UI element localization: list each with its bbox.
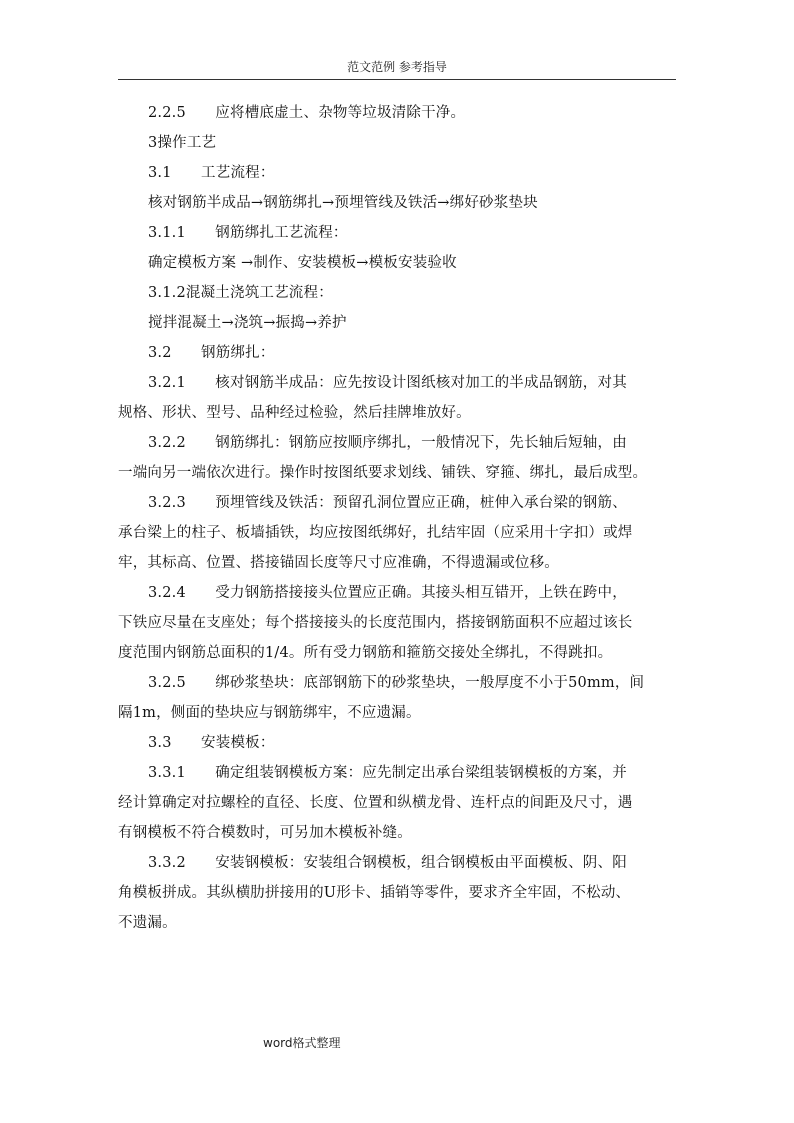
- paragraph-line: 度范围内钢筋总面积的1/4。所有受力钢筋和箍筋交接处全绑扎，不得跳扣。: [118, 645, 613, 661]
- paragraph-first-line: 3.2.2 钢筋绑扎：钢筋应按顺序绑扎，一般情况下，先长轴后短轴，由: [148, 435, 627, 451]
- subsection-heading: 3.1.1 钢筋绑扎工艺流程：: [148, 225, 348, 241]
- text-line: 搅拌混凝土→浇筑→振捣→养护: [148, 315, 347, 331]
- paragraph-line: 经计算确定对拉螺栓的直径、长度、位置和纵横龙骨、连杆点的间距及尺寸，遇: [118, 795, 633, 811]
- text-line: 确定模板方案 →制作、安装模板→模板安装验收: [148, 255, 457, 271]
- paragraph-line: 规格、形状、型号、品种经过检验，然后挂牌堆放好。: [118, 405, 471, 421]
- document-body: [118, 98, 678, 938]
- subsection-heading: 3.3 安装模板：: [148, 735, 275, 751]
- paragraph-first-line: 3.3.1 确定组装钢模板方案：应先制定出承台梁组装钢模板的方案，并: [148, 765, 627, 781]
- paragraph-first-line: 3.2.5 绑砂浆垫块：底部钢筋下的砂浆垫块，一般厚度不小于50mm，间: [148, 675, 645, 691]
- text-line: 核对钢筋半成品→钢筋绑扎→预埋管线及铁活→绑好砂浆垫块: [148, 195, 538, 211]
- paragraph-line: 角模板拼成。其纵横肋拼接用的U形卡、插销等零件，要求齐全牢固，不松动、: [118, 885, 631, 901]
- header-rule: [118, 79, 676, 80]
- paragraph-first-line: 3.3.2 安装钢模板：安装组合钢模板，组合钢模板由平面模板、阴、阳: [148, 855, 627, 871]
- subsection-heading: 3.1 工艺流程：: [148, 165, 275, 181]
- subsection-heading: 3.2 钢筋绑扎：: [148, 345, 275, 361]
- subsection-heading: 3.1.2混凝土浇筑工艺流程：: [148, 285, 333, 301]
- page-header: 范文范例 参考指导: [347, 60, 447, 74]
- section-heading: 3操作工艺: [148, 135, 217, 151]
- paragraph-line: 下铁应尽量在支座处；每个搭接接头的长度范围内，搭接钢筋面积不应超过该长: [118, 615, 633, 631]
- paragraph-first-line: 3.2.3 预埋管线及铁活：预留孔洞位置应正确，桩伸入承台梁的钢筋、: [148, 495, 627, 511]
- paragraph-line: 隔1m，侧面的垫块应与钢筋绑牢，不应遗漏。: [118, 705, 421, 721]
- paragraph-line: 一端向另一端依次进行。操作时按图纸要求划线、铺铁、穿箍、绑扎，最后成型。: [118, 465, 648, 481]
- paragraph-line: 有钢模板不符合模数时，可另加木模板补缝。: [118, 825, 412, 841]
- paragraph-first-line: 3.2.4 受力钢筋搭接接头位置应正确。其接头相互错开，上铁在跨中，: [148, 585, 627, 601]
- paragraph-line: 承台梁上的柱子、板墙插铁，均应按图纸绑好，扎结牢固（应采用十字扣）或焊: [118, 525, 633, 541]
- text-line: 2.2.5 应将槽底虚土、杂物等垃圾清除干净。: [148, 105, 466, 121]
- paragraph-first-line: 3.2.1 核对钢筋半成品：应先按设计图纸核对加工的半成品钢筋，对其: [148, 375, 627, 391]
- page-footer: word格式整理: [263, 1036, 341, 1050]
- paragraph-line: 不遗漏。: [118, 915, 177, 931]
- paragraph-line: 牢，其标高、位置、搭接锚固长度等尺寸应准确，不得遗漏或位移。: [118, 555, 559, 571]
